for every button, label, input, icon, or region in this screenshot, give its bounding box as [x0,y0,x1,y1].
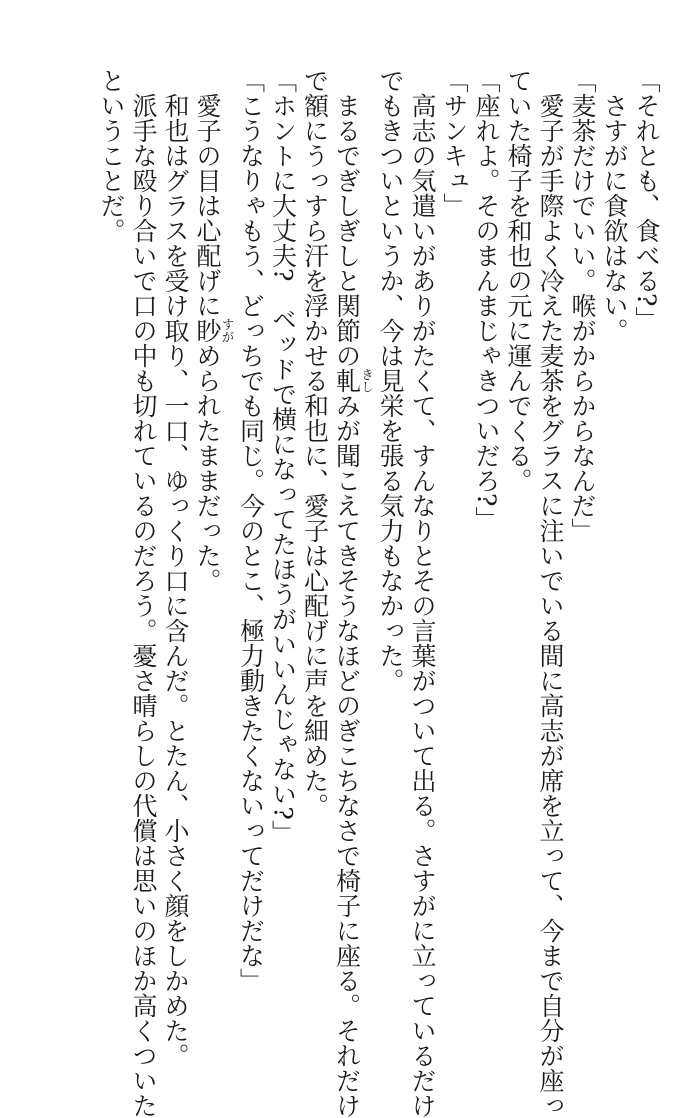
text-line-9: でもきついというか、今は見栄を張る気力もなかった。 [376,68,405,693]
text-line-7: 「サンキュ」 [440,68,469,218]
text-line-10 [331,68,375,1118]
ruby-kishi-reading: きし [359,368,375,393]
text-line-12: 「ホントに大丈夫? ベッドで横になってたほうがいいんじゃない?」 [268,68,298,845]
ruby-kishi [332,368,375,393]
ruby-suga [193,318,235,343]
text-line-5: ていた椅子を和也の元に運んでくる。 [504,68,533,493]
text-line-11: で額にうっすら汗を浮かせる和也に、愛子は心配げに声を細めた。 [300,68,330,818]
text-line-10-part-1: まるでぎしぎしと関節の [332,68,362,368]
text-line-3: 「麦茶だけでいい。喉がからからなんだ」 [568,68,597,543]
text-line-10-part-2: みが聞こえてきそうなほどのぎこちなさで椅子に座る。それだけ [332,393,362,1118]
text-line-6: 「座れよ。そのまんまじゃきついだろ?」 [472,68,501,532]
ruby-suga-reading: すが [220,318,235,343]
ruby-kishi-base: 軋 [332,368,362,393]
text-line-15: 和也はグラスを受け取り、一口、ゆっくり口に含んだ。とたん、小さく顔をしかめた。 [161,68,190,1068]
text-line-16: 派手な殴り合いで口の中も切れているのだろう。憂さ晴らしの代償は思いのほか高くついた [129,68,158,1118]
text-line-13: 「こうなりゃもう、どっちでも同じ。今のとこ、極力動きたくないってだけだな」 [236,68,266,993]
text-line-4: 愛子が手際よく冷えた麦茶をグラスに注いでいる間に高志が席を立って、今まで自分が座っ [536,68,565,1118]
text-line-8: 高志の気遣いがありがたくて、すんなりとその言葉がついて出る。さすがに立っているだけ [408,68,437,1118]
ruby-suga-base: 眇 [193,318,222,343]
text-line-14-part-2: められたままだった。 [193,343,222,593]
text-line-14-part-1: 愛子の目は心配げに [193,68,222,318]
text-line-14 [191,68,235,968]
text-line-17: ということだ。 [97,68,126,243]
text-line-1: 「それとも、食べる?」 [632,68,661,332]
vertical-text-block [95,68,662,1118]
text-line-2: さすがに食欲はない。 [600,68,629,343]
